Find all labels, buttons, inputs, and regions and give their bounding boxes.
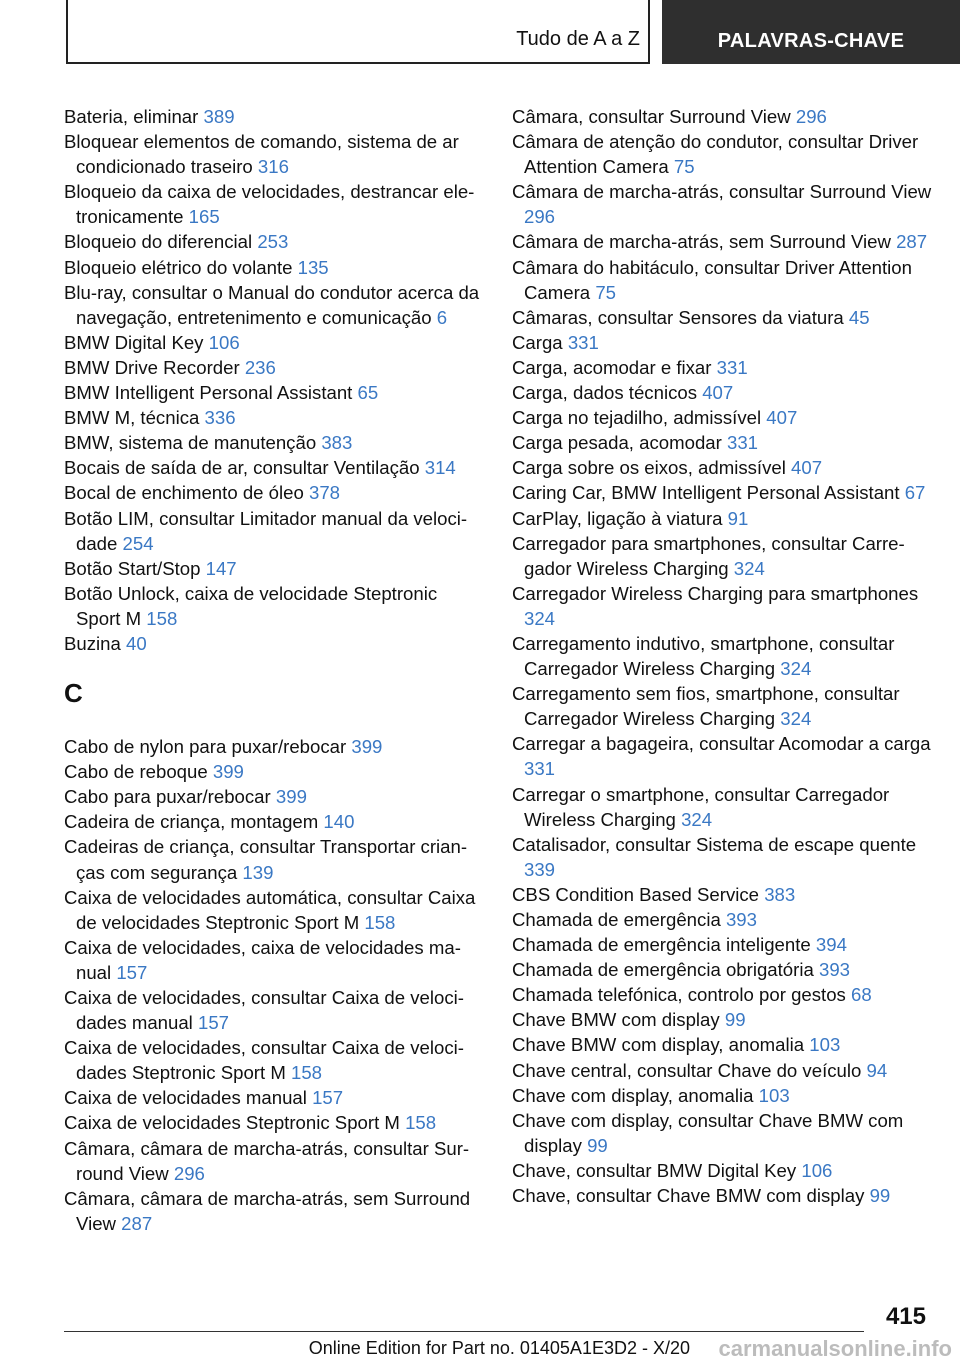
index-entry-page-link[interactable]: 324 [524, 607, 556, 629]
page-frame-left-rule [66, 0, 68, 64]
section-letter-c: C [64, 678, 83, 709]
index-entry-page-link[interactable]: 103 [758, 1084, 790, 1106]
index-entry [64, 229, 484, 254]
index-entry [512, 104, 932, 129]
index-entry-text: Cabo de nylon para puxar/rebocar [64, 736, 347, 758]
index-entry-page-link[interactable]: 296 [795, 106, 827, 127]
index-entry-page-link[interactable]: 399 [275, 786, 307, 808]
index-entry-text: Carregamento indutivo, smartphone, consultar Carregador Wireless Charging [512, 632, 895, 680]
index-entry-page-link[interactable]: 393 [725, 909, 757, 930]
index-entry [512, 480, 932, 505]
index-entry-page-link[interactable]: 68 [851, 984, 872, 1006]
index-entry-page-link[interactable]: 157 [116, 961, 148, 983]
index-entry-page-link[interactable]: 336 [204, 407, 236, 429]
index-entry-text: Cadeira de criança, montagem [64, 811, 319, 833]
left-entry-list [64, 104, 484, 656]
index-entry-page-link[interactable]: 253 [257, 231, 289, 253]
index-entry-page-link[interactable]: 135 [297, 256, 329, 278]
index-entry [512, 982, 932, 1007]
index-entry [64, 330, 484, 355]
index-entry-page-link[interactable]: 94 [866, 1059, 888, 1081]
index-entry-page-link[interactable]: 6 [436, 306, 448, 328]
index-entry [64, 430, 484, 455]
index-entry-page-link[interactable]: 106 [801, 1159, 833, 1181]
index-entry-text: Bateria, eliminar [64, 106, 199, 127]
index-entry-page-link[interactable]: 157 [312, 1087, 344, 1109]
index-entry-text: Carregar o smartphone, consultar Carregador Wireless Charging [512, 783, 890, 830]
watermark-text: carmanualsonline.info [718, 1336, 952, 1361]
index-entry-page-link[interactable]: 147 [205, 557, 237, 579]
index-entry [64, 935, 484, 985]
index-entry-text: Carregador para smartphones, consultar Carregador Wireless Charging [512, 532, 905, 579]
index-entry-page-link[interactable]: 296 [173, 1162, 205, 1184]
index-entry [64, 759, 484, 784]
index-entry-text: Chamada de emergência inteligente [512, 934, 811, 956]
index-entry [64, 405, 484, 430]
index-entry-text: Cabo de reboque [64, 761, 208, 783]
index-entry [512, 882, 932, 907]
index-entry-text: BMW, sistema de manutenção [64, 432, 317, 454]
footer-edition-text: Online Edition for Part no. 01405A1E3D2 - X/20 [308, 1338, 690, 1358]
index-entry-text: Câmara do habitáculo, consultar Driver Attention Camera [512, 256, 912, 303]
index-entry-text: Chamada de emergência [512, 909, 721, 930]
index-entry [512, 455, 932, 480]
index-entry-text: Bloqueio da caixa de velocidades, destrancar eletronicamente [64, 181, 475, 228]
index-entry [64, 734, 484, 759]
index-entry-text: Carregar a bagageira, consultar Acomodar a carga [512, 733, 931, 755]
index-entry [512, 681, 932, 731]
index-entry-text: Chamada de emergência obrigatória [512, 959, 814, 981]
index-entry-text: BMW M, técnica [64, 407, 200, 429]
index-entry [512, 330, 932, 355]
index-entry-text: Chave com display, consultar Chave BMW com display [512, 1109, 904, 1156]
index-entry-page-link[interactable]: 399 [212, 761, 244, 783]
index-entry-text: Botão Start/Stop [64, 557, 201, 579]
index-entry-text: Carregamento sem fios, smartphone, consultar Carregador Wireless Charging [512, 683, 900, 730]
index-entry-page-link[interactable]: 407 [791, 457, 823, 479]
index-entry-page-link[interactable]: 331 [524, 758, 556, 780]
index-entry-page-link[interactable]: 67 [904, 482, 926, 504]
index-entry [64, 480, 484, 505]
index-entry-text: Caixa de velocidades, consultar Caixa de velocidades manual [64, 987, 464, 1034]
index-entry-page-link[interactable]: 157 [197, 1012, 230, 1034]
index-entry-text: Bloqueio elétrico do volante [64, 256, 293, 278]
index-entry-text: Buzina [64, 632, 121, 654]
index-entry-text: Caring Car, BMW Intelligent Personal Assistant [512, 482, 900, 504]
index-entry [64, 885, 484, 935]
index-entry-page-link[interactable]: 158 [290, 1062, 323, 1084]
index-entry-page-link[interactable]: 407 [766, 407, 798, 429]
index-entry-page-link[interactable]: 45 [848, 306, 870, 328]
index-entry-page-link[interactable]: 383 [764, 883, 796, 905]
index-entry-page-link[interactable]: 139 [242, 861, 274, 883]
index-entry-page-link[interactable]: 140 [323, 811, 355, 833]
index-entry [512, 1083, 932, 1108]
index-entry [512, 932, 932, 957]
index-entry-text: Bloqueio do diferencial [64, 231, 253, 253]
index-entry [64, 179, 484, 229]
index-entry-page-link[interactable]: 394 [815, 934, 847, 956]
index-entry [64, 784, 484, 809]
index-entry-text: Câmara, câmara de marcha-atrás, sem Surround View [64, 1187, 471, 1234]
index-entry-text: Chave central, consultar Chave do veículo [512, 1059, 862, 1081]
index-entry [512, 1007, 932, 1032]
index-entry-page-link[interactable]: 65 [357, 382, 379, 404]
index-entry-text: Carga [512, 331, 563, 353]
index-entry-text: Câmara de atenção do condutor, consultar Driver Attention Camera [512, 131, 919, 178]
index-entry [512, 405, 932, 430]
index-entry [512, 1108, 932, 1158]
index-entry-text: BMW Drive Recorder [64, 356, 240, 378]
index-entry-page-link[interactable]: 324 [780, 708, 812, 730]
index-entry-text: Caixa de velocidades manual [64, 1087, 307, 1109]
index-entry-page-link[interactable]: 339 [524, 858, 556, 880]
index-entry [512, 832, 932, 882]
index-entry-page-link[interactable]: 324 [733, 557, 765, 579]
index-entry-page-link[interactable]: 331 [716, 356, 748, 378]
index-entry [64, 455, 484, 480]
index-entry-text: Cabo para puxar/rebocar [64, 786, 271, 808]
index-entry-text: Chamada telefónica, controlo por gestos [512, 984, 846, 1006]
index-entry-page-link[interactable]: 91 [727, 507, 749, 529]
index-entry [512, 229, 932, 254]
index-entry [512, 907, 932, 932]
index-entry-text: BMW Intelligent Personal Assistant [64, 382, 353, 404]
index-entry [512, 355, 932, 380]
index-entry [512, 305, 932, 330]
index-entry-page-link[interactable]: 158 [364, 911, 396, 933]
index-column-left [64, 104, 484, 1236]
index-entry-text: CarPlay, ligação à viatura [512, 507, 723, 529]
index-entry-page-link[interactable]: 296 [524, 206, 556, 228]
index-entry-page-link[interactable]: 40 [126, 632, 147, 654]
index-entry-page-link[interactable]: 383 [321, 432, 353, 454]
index-entry-page-link[interactable]: 158 [405, 1112, 437, 1134]
index-entry [64, 255, 484, 280]
index-entry-text: Carga, acomodar e fixar [512, 356, 712, 378]
index-entry-page-link[interactable]: 331 [727, 432, 759, 454]
index-entry-text: CBS Condition Based Service [512, 883, 760, 905]
index-entry-text: Chave BMW com display [512, 1009, 720, 1031]
index-entry [64, 380, 484, 405]
index-entry [512, 581, 932, 631]
index-entry [64, 1136, 484, 1186]
index-entry [64, 280, 484, 330]
index-entry-text: Blu-ray, consultar o Manual do condutor acerca da navegação, entretenimento e comunicação [64, 281, 480, 328]
index-entry-text: Carga, dados técnicos [512, 382, 698, 404]
index-entry-text: Câmara de marcha-atrás, sem Surround View [512, 231, 891, 253]
index-entry-text: Chave BMW com display, anomalia [512, 1034, 805, 1056]
index-entry-text: Caixa de velocidades, caixa de velocidades manual [64, 936, 461, 983]
index-entry-page-link[interactable]: 314 [424, 457, 456, 479]
index-entry-page-link[interactable]: 389 [203, 106, 235, 127]
index-entry [512, 506, 932, 531]
index-entry-page-link[interactable]: 287 [121, 1212, 153, 1234]
page-number: 415 [885, 1303, 926, 1330]
index-entry-page-link[interactable]: 316 [257, 156, 289, 178]
index-entry-text: Câmaras, consultar Sensores da viatura [512, 306, 844, 328]
index-column-right [512, 104, 932, 1208]
index-entry-text: Câmara, consultar Surround View [512, 106, 791, 127]
index-entry [512, 1032, 932, 1057]
index-entry-page-link[interactable]: 399 [351, 736, 383, 758]
index-entry [64, 581, 484, 631]
header-active-tab [662, 0, 960, 64]
index-entry-page-link[interactable]: 331 [567, 331, 599, 353]
index-entry-text: Cadeiras de criança, consultar Transportar crianças com segurança [64, 836, 468, 883]
index-entry [512, 957, 932, 982]
index-entry [512, 129, 932, 179]
index-entry [512, 1058, 932, 1083]
index-entry [64, 104, 484, 129]
index-entry [64, 1110, 484, 1135]
header-section-title: Tudo de A a Z [516, 28, 640, 50]
index-entry [512, 380, 932, 405]
index-entry-page-link[interactable]: 99 [869, 1185, 891, 1207]
index-entry-page-link[interactable]: 324 [780, 658, 812, 680]
right-entry-list [512, 104, 932, 1208]
index-entry-text: Carregador Wireless Charging para smartphones [512, 582, 919, 604]
index-entry [512, 430, 932, 455]
index-entry-text: BMW Digital Key [64, 331, 204, 353]
index-entry-text: Caixa de velocidades, consultar Caixa de velocidades Steptronic Sport M [64, 1037, 464, 1084]
index-entry-text: Câmara de marcha-atrás, consultar Surround View [512, 181, 932, 203]
index-entry-page-link[interactable]: 378 [309, 482, 341, 504]
index-entry-text: Chave, consultar Chave BMW com display [512, 1185, 865, 1207]
index-entry [512, 255, 932, 305]
index-entry-text: Bloquear elementos de comando, sistema de ar condicionado traseiro [64, 131, 459, 178]
index-entry-page-link[interactable]: 158 [146, 607, 178, 629]
index-entry [512, 531, 932, 581]
index-entry [512, 782, 932, 832]
page-frame-top-rule [66, 62, 648, 64]
section-c-entry-list [64, 734, 484, 1236]
index-entry [64, 129, 484, 179]
index-entry-text: Chave com display, anomalia [512, 1084, 754, 1106]
index-entry-page-link[interactable]: 75 [595, 281, 616, 303]
index-entry-page-link[interactable]: 393 [818, 959, 851, 981]
index-entry-text: Bocal de enchimento de óleo [64, 482, 304, 504]
index-entry-text: Carga no tejadilho, admissível [512, 407, 762, 429]
index-entry [64, 1035, 484, 1085]
index-entry-page-link[interactable]: 236 [244, 356, 276, 378]
index-entry [64, 556, 484, 581]
index-entry-text: Carga sobre os eixos, admissível [512, 457, 786, 479]
index-entry-page-link[interactable]: 407 [702, 382, 734, 404]
index-entry [64, 1085, 484, 1110]
index-entry-text: Caixa de velocidades Steptronic Sport M [64, 1112, 400, 1134]
index-entry-text: Botão Unlock, caixa de velocidade Steptronic Sport M [64, 582, 438, 629]
header-active-tab-label: PALAVRAS-CHAVE [717, 29, 905, 52]
index-entry [64, 1186, 484, 1236]
index-entry [512, 1158, 932, 1183]
index-entry [64, 631, 484, 656]
index-entry [64, 355, 484, 380]
index-entry [64, 506, 484, 556]
index-entry-page-link[interactable]: 324 [681, 808, 713, 830]
index-entry-text: Caixa de velocidades automática, consultar Caixa de velocidades Steptronic Sport M [64, 886, 476, 933]
index-entry-page-link[interactable]: 254 [122, 532, 154, 554]
index-entry [512, 731, 932, 781]
index-entry-page-link[interactable]: 99 [724, 1009, 746, 1031]
index-entry-page-link[interactable]: 106 [208, 331, 240, 353]
index-entry [64, 985, 484, 1035]
index-entry-page-link[interactable]: 99 [587, 1134, 608, 1156]
header-tab-divider [648, 0, 650, 64]
index-entry-text: Bocais de saída de ar, consultar Ventilação [64, 457, 420, 479]
index-entry-text: Botão LIM, consultar Limitador manual da velocidade [64, 507, 468, 554]
index-entry [512, 179, 932, 229]
index-entry-text: Catalisador, consultar Sistema de escape quente [512, 833, 917, 855]
index-entry-text: Carga pesada, acomodar [512, 432, 722, 454]
index-entry-text: Câmara, câmara de marcha-atrás, consultar Surround View [64, 1137, 470, 1184]
index-entry-text: Chave, consultar BMW Digital Key [512, 1159, 797, 1181]
index-entry-page-link[interactable]: 165 [188, 206, 220, 228]
index-entry [512, 1183, 932, 1208]
index-entry-page-link[interactable]: 287 [896, 231, 928, 253]
index-entry [64, 834, 484, 884]
index-entry-page-link[interactable]: 75 [673, 156, 695, 178]
footer-rule [64, 1331, 864, 1332]
index-entry [64, 809, 484, 834]
index-entry [512, 631, 932, 681]
index-entry-page-link[interactable]: 103 [809, 1034, 841, 1056]
